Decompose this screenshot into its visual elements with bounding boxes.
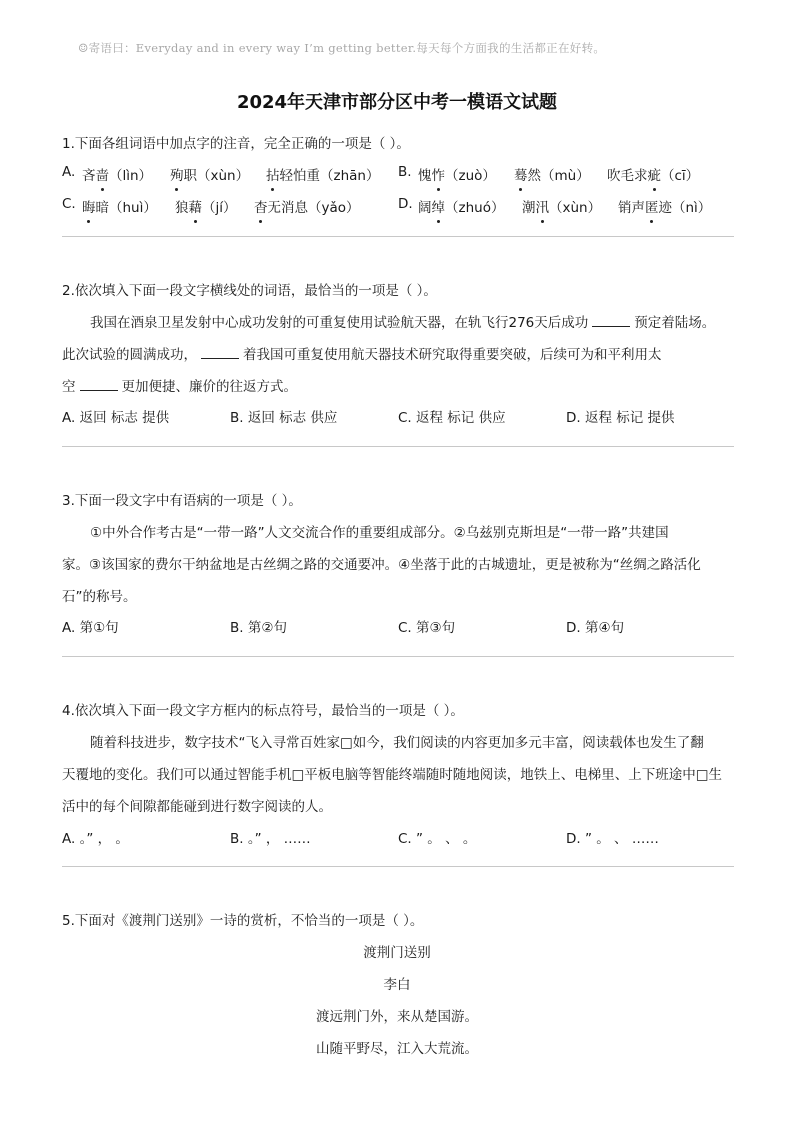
q1-option-c-label: C. — [62, 196, 76, 212]
q2-option-c: C. 返程 标记 供应 — [398, 410, 506, 426]
q4-passage-line-1: 随着科技进步，数字技术“飞入寻常百姓家□如今，我们阅读的内容更加多元丰富，阅读载体也发生了翻 — [90, 735, 704, 751]
q3-passage-line-1: ①中外合作考古是“一带一路”人文交流合作的重要组成部分。②乌兹别克斯坦是“一带一路”共建国 — [90, 525, 669, 541]
q1-option-a-word1: 吝啬（lìn） — [82, 168, 153, 184]
question-2-stem: 2.依次填入下面一段文字横线处的词语，最恰当的一项是（ ）。 — [62, 283, 437, 299]
q4-option-a: A. 。” ， 。 — [62, 831, 129, 847]
poem-author: 李白 — [383, 977, 411, 993]
q3-option-a: A. 第①句 — [62, 620, 119, 636]
q2-passage-line-1: 我国在酒泉卫星发射中心成功发射的可重复使用试验航天器，在轨飞行276天后成功 预定着陆场。 — [90, 315, 716, 331]
q2-option-a: A. 返回 标志 提供 — [62, 410, 170, 426]
section-divider — [62, 236, 734, 237]
section-divider — [62, 866, 734, 867]
question-5-stem: 5.下面对《渡荆门送别》一诗的赏析，不恰当的一项是（ ）。 — [62, 913, 424, 929]
q3-option-d: D. 第④句 — [566, 620, 625, 636]
question-3-stem: 3.下面一段文字中有语病的一项是（ ）。 — [62, 493, 302, 509]
poem-line-1: 渡远荆门外，来从楚国游。 — [316, 1009, 478, 1025]
q2-passage-line-2: 此次试验的圆满成功， 着我国可重复使用航天器技术研究取得重要突破，后续可为和平利用太 — [62, 347, 662, 363]
q2-blank-1[interactable] — [592, 314, 630, 327]
q3-option-b: B. 第②句 — [230, 620, 287, 636]
motto-header: ☺寄语曰：Everyday and in every way I’m getting better.每天每个方面我的生活都正在好转。 — [78, 41, 606, 55]
q4-passage-line-2: 天覆地的变化。我们可以通过智能手机□平板电脑等智能终端随时随地阅读，地铁上、电梯里、上下班途中□生 — [62, 767, 723, 783]
page-title: 2024年天津市部分区中考一模语文试题 — [236, 92, 558, 113]
q1-option-a-label: A. — [62, 164, 76, 180]
q1-option-b-word1: 愧怍（zuò） — [418, 168, 496, 184]
section-divider — [62, 656, 734, 657]
q2-blank-3[interactable] — [80, 378, 118, 391]
q3-passage-line-2: 家。③该国家的费尔干纳盆地是古丝绸之路的交通要冲。④坐落于此的古城遗址，更是被称为“丝绸之路活化 — [62, 557, 701, 573]
q1-option-d-label: D. — [398, 196, 413, 212]
q1-option-c-word1: 晦暗（huì） — [82, 200, 157, 216]
poem-title: 渡荆门送别 — [363, 945, 431, 961]
q3-option-c: C. 第③句 — [398, 620, 456, 636]
q2-blank-2[interactable] — [201, 346, 239, 359]
q2-option-d: D. 返程 标记 提供 — [566, 410, 675, 426]
q2-passage-line-3: 空 更加便捷、廉价的往返方式。 — [62, 379, 297, 395]
q3-passage-line-3: 石”的称号。 — [62, 589, 137, 605]
section-divider — [62, 446, 734, 447]
question-4-stem: 4.依次填入下面一段文字方框内的标点符号，最恰当的一项是（ ）。 — [62, 703, 464, 719]
poem-line-2: 山随平野尽，江入大荒流。 — [316, 1041, 478, 1057]
q1-option-c-word3: 杳无消息（yǎo） — [254, 200, 360, 216]
q1-option-a-word3: 拈轻怕重（zhān） — [266, 168, 380, 184]
q4-option-c: C. ” 。 、 。 — [398, 831, 477, 847]
q1-option-d-word3: 销声匿迹（nì） — [618, 200, 712, 216]
q1-option-d-word2: 潮汛（xùn） — [522, 200, 602, 216]
q2-option-b: B. 返回 标志 供应 — [230, 410, 338, 426]
q1-option-c-word2: 狼藉（jí） — [175, 200, 237, 216]
q1-option-a-word2: 殉职（xùn） — [170, 168, 250, 184]
q4-option-b: B. 。” ， …… — [230, 831, 311, 847]
question-1-stem: 1.下面各组词语中加点字的注音，完全正确的一项是（ ）。 — [62, 136, 410, 152]
q4-passage-line-3: 活中的每个间隙都能碰到进行数字阅读的人。 — [62, 799, 332, 815]
q1-option-b-label: B. — [398, 164, 412, 180]
q1-option-b-word3: 吹毛求疵（cī） — [607, 168, 700, 184]
q1-option-d-word1: 阔绰（zhuó） — [418, 200, 505, 216]
q4-option-d: D. ” 。 、 …… — [566, 831, 659, 847]
q1-option-b-word2: 蓦然（mù） — [514, 168, 590, 184]
